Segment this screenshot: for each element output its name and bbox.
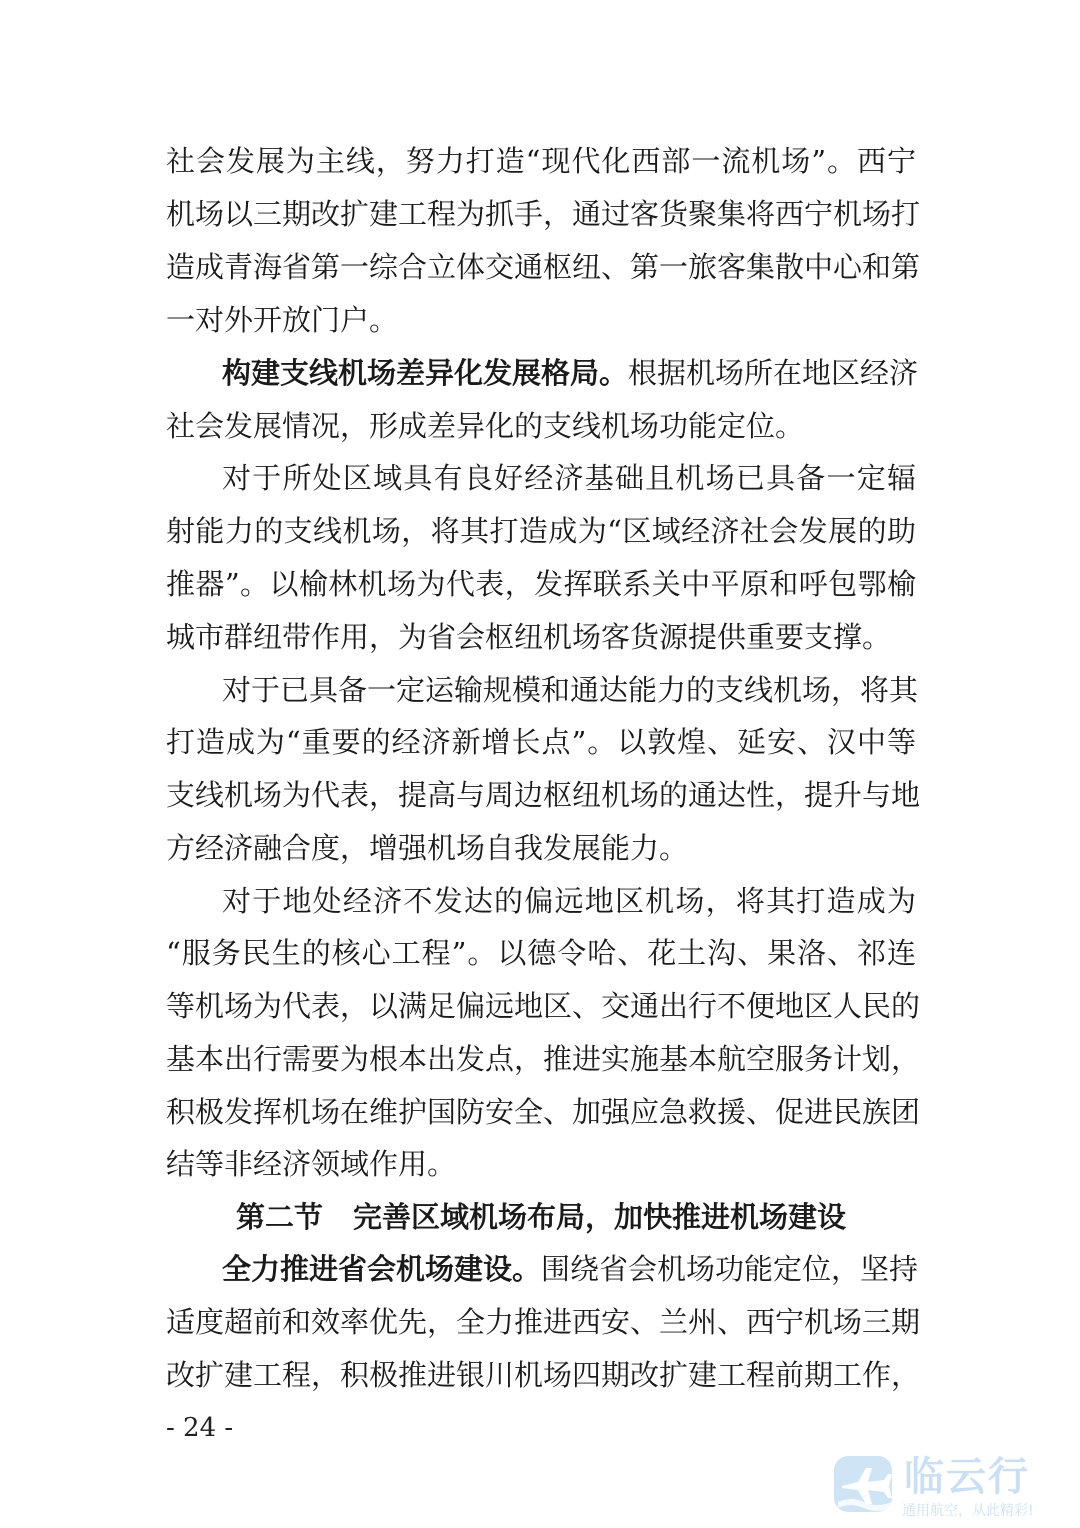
text-line: 社会发展情况，形成差异化的支线机场功能定位。 bbox=[166, 409, 805, 443]
text-line: 对于所处区域具有良好经济基础且机场已具备一定辐 bbox=[222, 461, 916, 495]
text-line: 城市群纽带作用，为省会枢纽机场客货源提供重要支撑。 bbox=[166, 620, 892, 654]
text-line: 一对外开放门户。 bbox=[166, 303, 399, 337]
watermark bbox=[832, 1452, 1072, 1524]
paragraph-lead-line bbox=[222, 347, 919, 399]
text-line: 改扩建工程，积极推进银川机场四期改扩建工程前期工作， bbox=[166, 1358, 921, 1392]
text-line: “服务民生的核心工程”。以德令哈、花土沟、果洛、祁连 bbox=[166, 936, 916, 970]
paragraph-lead-heading: 构建支线机场差异化发展格局。 bbox=[222, 356, 629, 390]
text-line: 支线机场为代表，提高与周边枢纽机场的通达性，提升与地 bbox=[166, 778, 921, 812]
text-line: 射能力的支线机场，将其打造成为“区域经济社会发展的助 bbox=[166, 514, 916, 548]
section-title: 完善区域机场布局，加快推进机场建设 bbox=[353, 1200, 847, 1234]
section-number: 第二节 bbox=[236, 1200, 324, 1234]
paragraph-lead-text: 围绕省会机场功能定位，坚持 bbox=[541, 1252, 919, 1286]
text-line: 机场以三期改扩建工程为抓手，通过客货聚集将西宁机场打 bbox=[166, 197, 921, 231]
page-number: - 24 - bbox=[166, 1413, 234, 1443]
text-line: 结等非经济领域作用。 bbox=[166, 1147, 457, 1181]
text-line: 推器”。以榆林机场为代表，发挥联系关中平原和呼包鄂榆 bbox=[166, 567, 916, 601]
text-line: 适度超前和效率优先，全力推进西安、兰州、西宁机场三期 bbox=[166, 1305, 921, 1339]
section-heading bbox=[236, 1191, 846, 1243]
watermark-slogan: 通用航空，从此精彩! bbox=[902, 1503, 1034, 1519]
paragraph-lead-line bbox=[222, 1243, 919, 1295]
text-line: 打造成为“重要的经济新增长点”。以敦煌、延安、汉中等 bbox=[166, 725, 916, 759]
text-line: 积极发挥机场在维护国防安全、加强应急救援、促进民族团 bbox=[166, 1095, 921, 1129]
text-line: 社会发展为主线，努力打造“现代化西部一流机场”。西宁 bbox=[166, 144, 916, 178]
text-line: 基本出行需要为根本出发点，推进实施基本航空服务计划， bbox=[166, 1042, 921, 1076]
watermark-brand: 临云行 bbox=[904, 1454, 1030, 1500]
text-line: 方经济融合度，增强机场自我发展能力。 bbox=[166, 831, 689, 865]
paragraph-lead-heading: 全力推进省会机场建设。 bbox=[222, 1252, 542, 1286]
paragraph-lead-text: 根据机场所在地区经济 bbox=[628, 356, 919, 390]
text-line: 对于地处经济不发达的偏远地区机场，将其打造成为 bbox=[222, 884, 916, 918]
text-line: 对于已具备一定运输规模和通达能力的支线机场，将其 bbox=[222, 673, 919, 707]
airplane-logo-icon bbox=[832, 1452, 896, 1516]
text-line: 造成青海省第一综合立体交通枢纽、第一旅客集散中心和第 bbox=[166, 250, 921, 284]
text-line: 等机场为代表，以满足偏远地区、交通出行不便地区人民的 bbox=[166, 989, 921, 1023]
